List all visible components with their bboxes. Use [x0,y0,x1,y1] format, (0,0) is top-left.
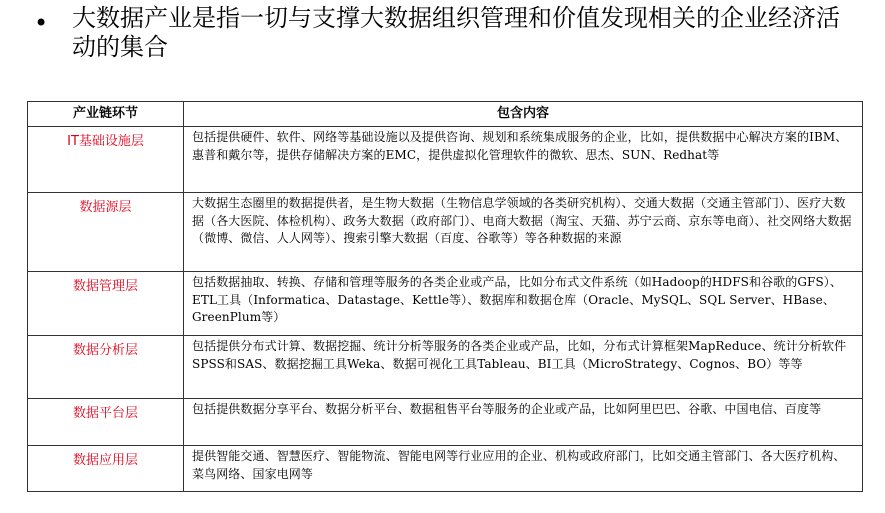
content-cell-data-platform: 包括提供数据分享平台、数据分析平台、数据租售平台等服务的企业或产品，比如阿里巴巴、谷歌、中国电信、百度等 [184,399,863,446]
header-layer: 产业链环节 [28,102,184,127]
table-row [28,399,863,446]
bullet-dot: • [34,9,49,37]
layer-cell-data-application: 数据应用层 [28,446,184,492]
content-cell-data-application: 提供智能交通、智慧医疗、智能物流、智能电网等行业应用的企业、机构或政府部门，比如交通主管部门、各大医疗机构、菜鸟网络、国家电网等 [184,446,863,492]
content-cell-it-infrastructure: 包括提供硬件、软件、网络等基础设施以及提供咨询、规划和系统集成服务的企业，比如，提供数据中心解决方案的IBM、惠普和戴尔等，提供存储解决方案的EMC，提供虚拟化管理软件的微软、思杰、SUN、Redhat等 [184,127,863,193]
table-row [28,446,863,492]
content-cell-data-management: 包括数据抽取、转换、存储和管理等服务的各类企业或产品，比如分布式文件系统（如Hadoop的HDFS和谷歌的GFS）、ETL工具（Informatica、Datastage、Kettle等）、数据库和数据仓库（Oracle、MySQL、SQL Server、HBase、GreenPlum等） [184,272,863,336]
content-cell-data-analysis: 包括提供分布式计算、数据挖掘、统计分析等服务的各类企业或产品，比如，分布式计算框架MapReduce、统计分析软件SPSS和SAS、数据挖掘工具Weka、数据可视化工具Tableau、BI工具（MicroStrategy、Cognos、BO）等等 [184,336,863,399]
header-content: 包含内容 [184,102,863,127]
table-row [28,193,863,272]
table-row [28,336,863,399]
layer-cell-data-source: 数据源层 [28,193,184,272]
bullet-text: 大数据产业是指一切与支撑大数据组织管理和价值发现相关的企业经济活动的集合 [72,4,840,61]
bullet-row [0,0,885,90]
layer-cell-data-platform: 数据平台层 [28,399,184,446]
table-header-row [28,102,863,127]
table-row [28,272,863,336]
table-row [28,127,863,193]
layer-cell-data-analysis: 数据分析层 [28,336,184,399]
content-cell-data-source: 大数据生态圈里的数据提供者，是生物大数据（生物信息学领域的各类研究机构）、交通大数据（交通主管部门）、医疗大数据（各大医院、体检机构）、政务大数据（政府部门）、电商大数据（淘宝、天猫、苏宁云商、京东等电商）、社交网络大数据（微博、微信、人人网等）、搜索引擎大数据（百度、谷歌等）等各种数据的来源 [184,193,863,272]
layer-cell-it-infrastructure: IT基础设施层 [28,127,184,193]
layer-cell-data-management: 数据管理层 [28,272,184,336]
industry-chain-table [27,101,863,492]
